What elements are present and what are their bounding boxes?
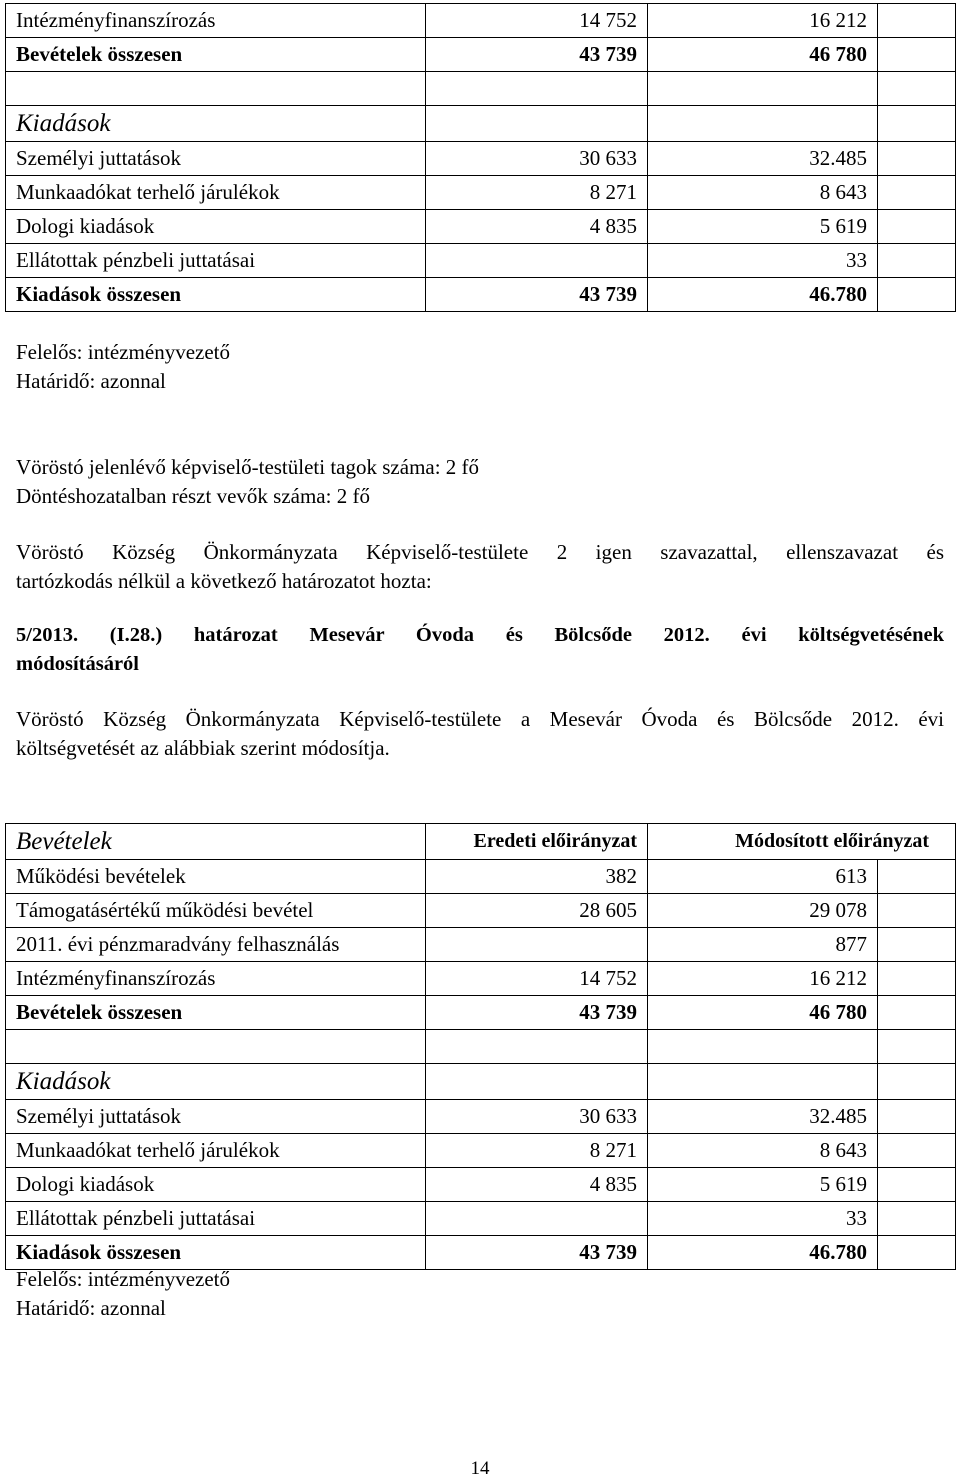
table-cell-mod: 613 [648,860,878,894]
table-cell-orig [426,106,648,142]
voting-members-text: Döntéshozatalban részt vevők száma: 2 fő [16,484,370,508]
table-cell-orig: 14 752 [426,962,648,996]
table-cell-label: Intézményfinanszírozás [6,962,426,996]
table-cell-mod: 46 780 [648,38,878,72]
table-cell-orig: 28 605 [426,894,648,928]
deadline-text: Határidő: azonnal [16,369,166,393]
page-number: 14 [470,1458,490,1479]
table-cell-spacer [878,860,956,894]
table-cell-spacer [878,244,956,278]
table-row [6,278,956,312]
table-cell-orig [426,1202,648,1236]
table-cell-label: Támogatásértékű működési bevétel [6,894,426,928]
table-row [6,1030,956,1064]
table-cell-mod: 877 [648,928,878,962]
table-row [6,176,956,210]
table-cell-orig [426,72,648,106]
table-cell-mod: 33 [648,244,878,278]
table-header-row [6,824,956,860]
table-cell-orig: 8 271 [426,176,648,210]
budget-table-top [5,3,956,312]
table-cell-label [6,72,426,106]
table-cell-spacer [878,38,956,72]
table-row [6,894,956,928]
table-row [6,142,956,176]
table-cell-label: Bevételek összesen [6,38,426,72]
table-cell-orig: 8 271 [426,1134,648,1168]
table-cell-spacer [878,928,956,962]
table-cell-label: Ellátottak pénzbeli juttatásai [6,1202,426,1236]
table-row [6,860,956,894]
table-cell-spacer [878,1236,956,1270]
table-cell-spacer [878,72,956,106]
table-cell-label: Kiadások [6,1064,426,1100]
table-cell-label: Munkaadókat terhelő járulékok [6,176,426,210]
present-members-text: Vöröstó jelenlévő képviselő-testületi tagok száma: 2 fő [16,455,480,479]
table-cell-mod: 5 619 [648,210,878,244]
table-cell-label: Személyi juttatások [6,142,426,176]
table-row [6,928,956,962]
table-cell-orig: 43 739 [426,996,648,1030]
table-cell-label: Munkaadókat terhelő járulékok [6,1134,426,1168]
table-cell-mod: 32.485 [648,1100,878,1134]
table-cell-mod: 32.485 [648,142,878,176]
table-cell-label: Intézményfinanszírozás [6,4,426,38]
responsible-text: Felelős: intézményvezető [16,340,231,364]
table-cell-orig: 30 633 [426,1100,648,1134]
responsible-text-2: Felelős: intézményvezető [16,1267,231,1291]
table-cell-mod: 8 643 [648,1134,878,1168]
table-cell-label: Bevételek összesen [6,996,426,1030]
table-row [6,244,956,278]
resolution-title-line2: módosításáról [16,653,139,675]
table-cell-mod: 5 619 [648,1168,878,1202]
table-cell-mod: 16 212 [648,4,878,38]
table-row [6,4,956,38]
table-header-modified: Módosított előirányzat [648,824,956,860]
table-row [6,38,956,72]
table-row [6,1064,956,1100]
table-cell-orig: 14 752 [426,4,648,38]
table-cell-orig: 4 835 [426,1168,648,1202]
table-cell-label: Kiadások összesen [6,278,426,312]
decision-text-line2: tartózkodás nélkül a következő határozatot hozta: [16,569,432,593]
table-cell-mod [648,1064,878,1100]
table-cell-spacer [878,1100,956,1134]
table-row [6,72,956,106]
table-cell-mod: 29 078 [648,894,878,928]
table-cell-label: Ellátottak pénzbeli juttatásai [6,244,426,278]
table-cell-label: Kiadások összesen [6,1236,426,1270]
table-cell-mod: 33 [648,1202,878,1236]
table-cell-spacer [878,1134,956,1168]
table-cell-spacer [878,1202,956,1236]
table-cell-mod: 8 643 [648,176,878,210]
deadline-text-2: Határidő: azonnal [16,1296,166,1320]
table-cell-spacer [878,1064,956,1100]
table-row [6,1100,956,1134]
table-row [6,1202,956,1236]
table-cell-spacer [878,4,956,38]
table-cell-label: 2011. évi pénzmaradvány felhasználás [6,928,426,962]
table-cell-label [6,1030,426,1064]
resolution-body-line1: Vöröstó Község Önkormányzata Képviselő-testülete a Mesevár Óvoda és Bölcsőde 2012. évi [16,707,944,731]
table-header-original: Eredeti előirányzat [426,824,648,860]
table-cell-label: Kiadások [6,106,426,142]
table-cell-orig [426,1030,648,1064]
table-cell-mod [648,106,878,142]
table-cell-orig [426,1064,648,1100]
table-cell-mod [648,72,878,106]
resolution-title-line1: 5/2013. (I.28.) határozat Mesevár Óvoda és Bölcsőde 2012. évi költségvetésének [16,624,944,646]
table-row [6,996,956,1030]
table-cell-orig: 43 739 [426,38,648,72]
table-cell-spacer [878,1168,956,1202]
table-cell-orig [426,928,648,962]
table-cell-label: Dologi kiadások [6,210,426,244]
table-header-label: Bevételek [6,824,426,860]
table-cell-orig: 43 739 [426,1236,648,1270]
table-cell-orig: 30 633 [426,142,648,176]
table-cell-spacer [878,894,956,928]
table-row [6,106,956,142]
table-row [6,1168,956,1202]
table-cell-mod: 46.780 [648,278,878,312]
table-cell-spacer [878,1030,956,1064]
table-cell-label: Személyi juttatások [6,1100,426,1134]
table-cell-spacer [878,996,956,1030]
table-cell-orig: 43 739 [426,278,648,312]
table-cell-label: Dologi kiadások [6,1168,426,1202]
table-cell-orig [426,244,648,278]
table-cell-spacer [878,142,956,176]
table-row [6,962,956,996]
table-row [6,1236,956,1270]
table-cell-orig: 4 835 [426,210,648,244]
table-cell-spacer [878,106,956,142]
resolution-body-line2: költségvetését az alábbiak szerint módosítja. [16,736,390,760]
table-row [6,210,956,244]
table-cell-mod: 46 780 [648,996,878,1030]
table-cell-mod: 46.780 [648,1236,878,1270]
table-cell-spacer [878,210,956,244]
table-cell-mod [648,1030,878,1064]
decision-text-line1: Vöröstó Község Önkormányzata Képviselő-testülete 2 igen szavazattal, ellenszavazat és [16,540,944,564]
table-cell-spacer [878,962,956,996]
table-cell-label: Működési bevételek [6,860,426,894]
table-row [6,1134,956,1168]
table-cell-mod: 16 212 [648,962,878,996]
table-cell-spacer [878,278,956,312]
table-cell-orig: 382 [426,860,648,894]
budget-table-main [5,823,956,1270]
table-cell-spacer [878,176,956,210]
